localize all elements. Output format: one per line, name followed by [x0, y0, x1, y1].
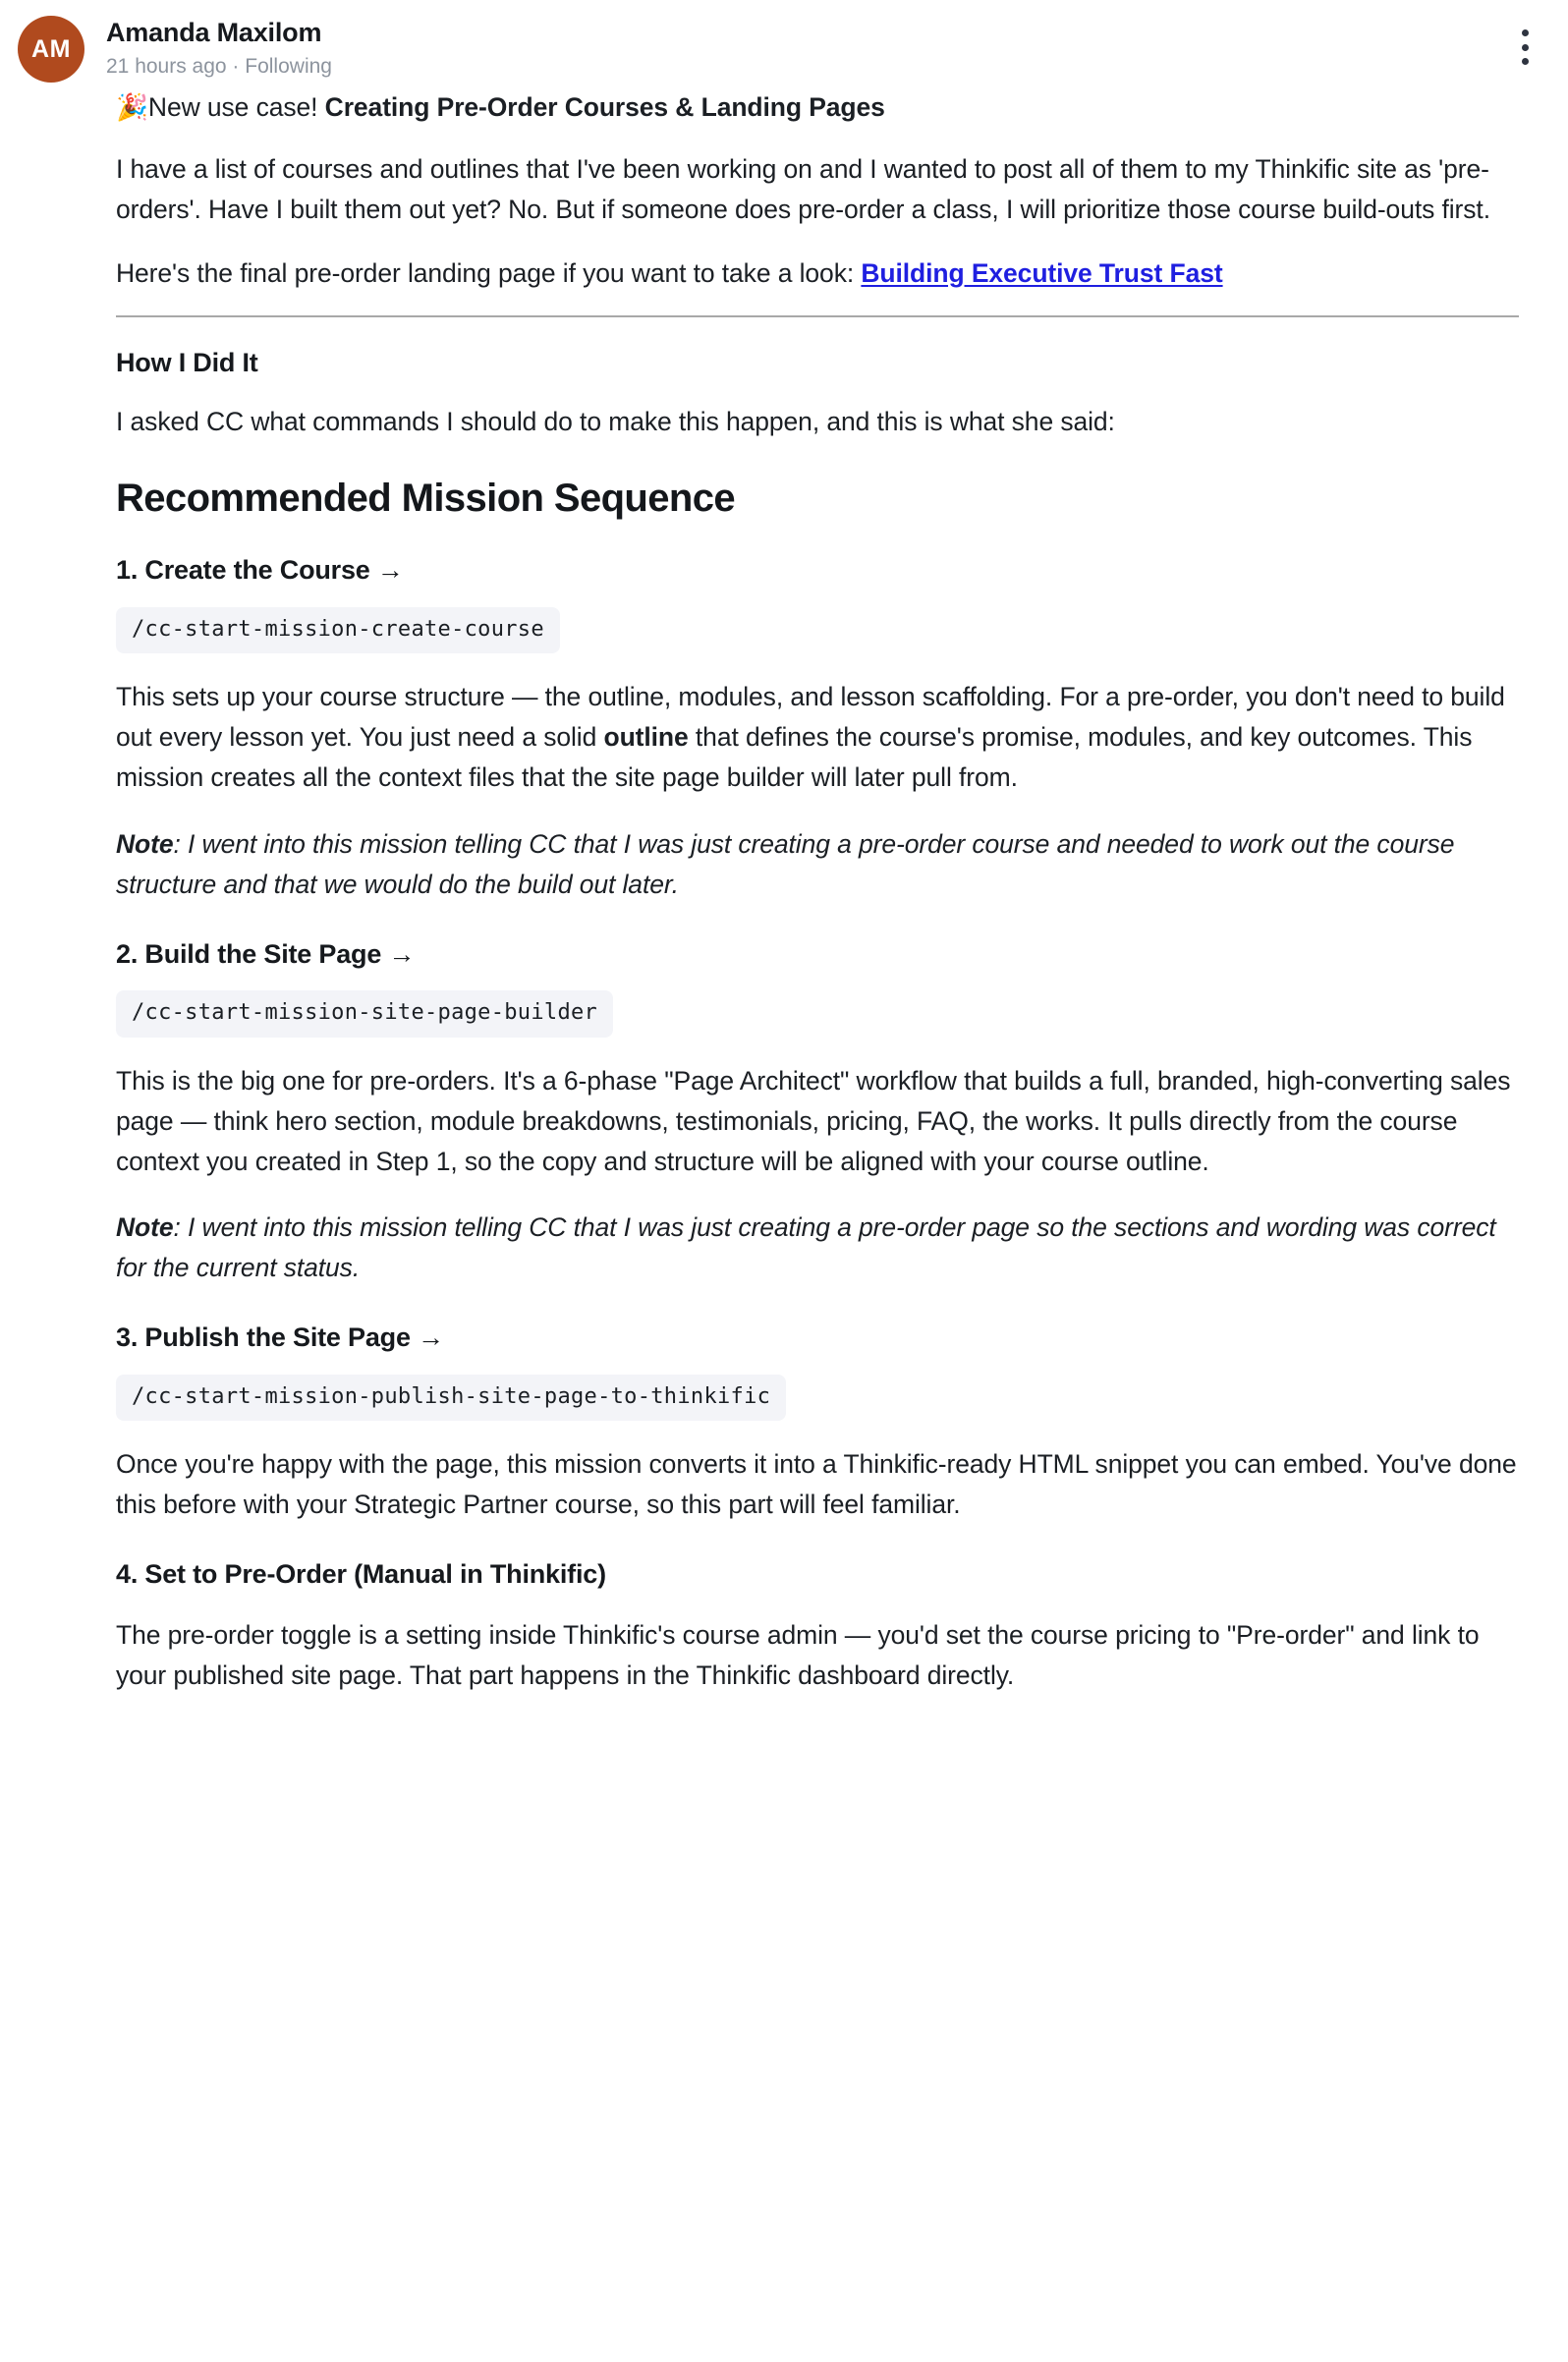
step-2-body: [116, 1061, 1519, 1182]
kebab-dot-2: [1522, 44, 1529, 51]
lede-plain: New use case!: [147, 92, 325, 122]
author-block: [106, 14, 332, 79]
step-3-body-pre: Once you're happy with the page, this mission converts it into a Thinkific-ready HTML snippet you can embed. You've done this before with your Strategic Partner course, so this part will feel familiar.: [116, 1448, 1517, 1519]
how-i-did-it-heading: How I Did It: [116, 347, 258, 377]
step-1-note-label: Note: [116, 828, 174, 859]
more-options-icon[interactable]: [1514, 28, 1536, 67]
step-3-title: 3. Publish the Site Page →: [116, 1322, 444, 1352]
post-meta: 21 hours ago · Following: [106, 55, 332, 79]
step-2-note: [116, 1208, 1519, 1288]
step-2-note-text: : I went into this mission telling CC that I was just creating a pre-order page so the sections and wording was correct for the current status.: [116, 1211, 1496, 1282]
avatar: [18, 16, 84, 83]
avatar-initials: AM: [31, 34, 71, 63]
recommended-mission-sequence-title: Recommended Mission Sequence: [116, 477, 736, 521]
lede-bold: Creating Pre-Order Courses & Landing Pages: [324, 92, 885, 122]
step-1-body-bold: outline: [603, 722, 689, 753]
post-body: [0, 90, 1568, 1696]
author-name[interactable]: Amanda Maxilom: [106, 18, 322, 47]
step-3-body: [116, 1444, 1519, 1525]
intro-paragraph: I have a list of courses and outlines that I've been working on and I wanted to post all of them to my Thinkific site as 'pre-orders'. Have I built them out yet? No. But if someone does pre-order a class, I will prioritize those course build-outs first.: [116, 153, 1490, 224]
landing-page-link[interactable]: Building Executive Trust Fast: [861, 257, 1223, 288]
post-header: [0, 0, 1568, 90]
link-paragraph: [116, 253, 1519, 294]
step-1-command[interactable]: /cc-start-mission-create-course: [116, 607, 560, 653]
party-popper-icon: 🎉: [116, 92, 148, 122]
section-divider: [116, 315, 1519, 317]
kebab-dot-3: [1522, 58, 1529, 65]
step-1-title: 1. Create the Course →: [116, 555, 404, 586]
step-2-command-wrap: [116, 990, 1519, 1037]
step-4-title: 4. Set to Pre-Order (Manual in Thinkific): [116, 1558, 606, 1589]
step-4-body-pre: The pre-order toggle is a setting inside Thinkific's course admin — you'd set the course pricing to "Pre-order" and link to your published site page. That part happens in the Thinkific dashboard directly.: [116, 1619, 1480, 1690]
step-2-note-label: Note: [116, 1211, 174, 1242]
step-2-command[interactable]: /cc-start-mission-site-page-builder: [116, 990, 613, 1037]
step-2-body-pre: This is the big one for pre-orders. It's a 6-phase "Page Architect" workflow that builds a full, branded, high-converting sales page — think hero section, module breakdowns, testimonials, pricing, FAQ, the works. It pulls directly from the course context you created in Step 1, so the copy and structure will be aligned with your course outline.: [116, 1065, 1511, 1176]
step-1-note: [116, 824, 1519, 905]
step-1-body: [116, 677, 1519, 798]
step-4-body: [116, 1615, 1519, 1696]
link-paragraph-prefix: Here's the final pre-order landing page if you want to take a look:: [116, 257, 862, 288]
step-1-body-pre: This sets up your course structure — the outline, modules, and lesson scaffolding. For a pre-order, you don't need to build out every lesson yet. You just need a solid: [116, 682, 1505, 753]
step-1-command-wrap: [116, 607, 1519, 653]
post-lede: [116, 90, 1519, 126]
step-1-body-post: that defines the course's promise, modules, and key outcomes. This mission creates all the context files that the site page builder will later pull from.: [116, 722, 1473, 793]
how-i-did-it-paragraph: I asked CC what commands I should do to make this happen, and this is what she said:: [116, 407, 1115, 437]
step-3-command[interactable]: /cc-start-mission-publish-site-page-to-thinkific: [116, 1375, 786, 1421]
kebab-dot-1: [1522, 29, 1529, 36]
step-2-title: 2. Build the Site Page →: [116, 938, 416, 969]
step-3-command-wrap: [116, 1375, 1519, 1421]
step-1-note-text: : I went into this mission telling CC that I was just creating a pre-order course and needed to work out the course structure and that we would do the build out later.: [116, 828, 1455, 899]
